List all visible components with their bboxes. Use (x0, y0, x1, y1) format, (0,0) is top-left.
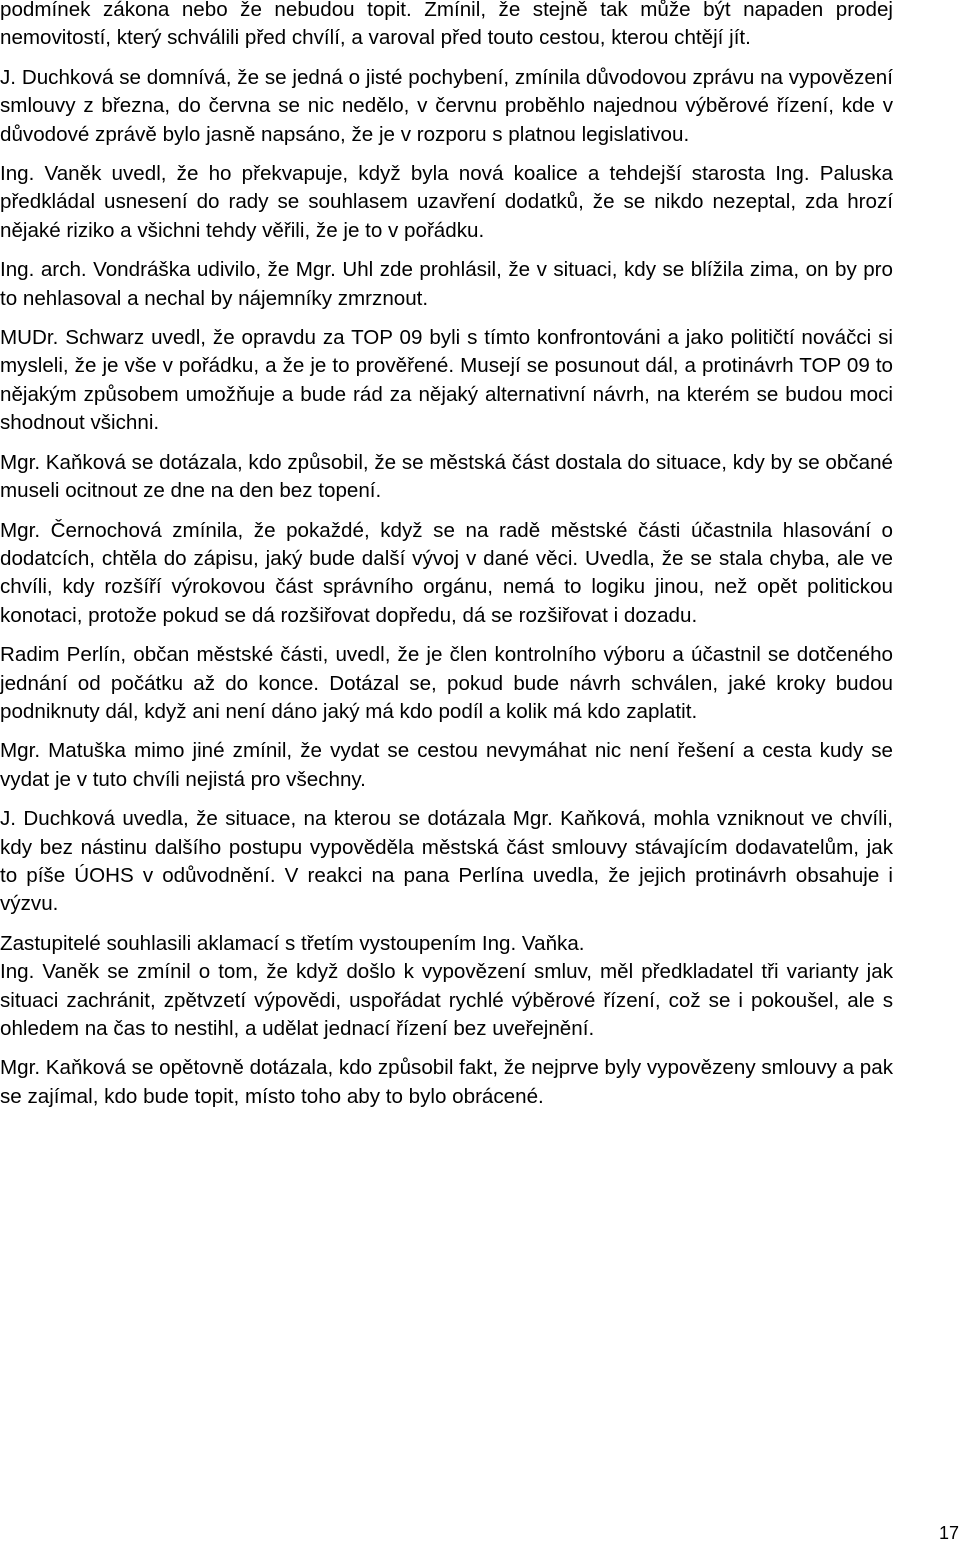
paragraph: MUDr. Schwarz uvedl, že opravdu za TOP 09 byli s tímto konfrontováni a jako političtí nováčci si mysleli, že je vše v pořádku, a že je to prověřené. Musejí se posunout dál, a protinávrh TOP 09 to nějakým způsobem umožňuje a bude rád za nějaký alternativní návrh, na kterém se budou moci shodnout všichni. (0, 326, 893, 435)
page-number: 17 (938, 1523, 959, 1543)
paragraph: Mgr. Kaňková se opětovně dotázala, kdo způsobil fakt, že nejprve byly vypovězeny smlouvy a pak se zajímal, kdo bude topit, místo toho aby to bylo obrácené. (0, 1056, 893, 1108)
paragraph: J. Duchková se domnívá, že se jedná o jisté pochybení, zmínila důvodovou zprávu na vypovězení smlouvy z března, do června se nic nedělo, v červnu proběhlo najednou výběrové řízení, kde v důvodové zprávě bylo jasně napsáno, že je v rozporu s platnou legislativou. (0, 65, 893, 146)
paragraph: Radim Perlín, občan městské části, uvedl, že je člen kontrolního výboru a účastnil se dotčeného jednání od počátku až do konce. Dotázal se, pokud bude návrh schválen, jaké kroky budou podniknuty dál, když ani není dáno jaký má kdo podíl a kolik má kdo zaplatit. (0, 643, 893, 723)
paragraph: Mgr. Kaňková se dotázala, kdo způsobil, že se městská část dostala do situace, kdy by se občané museli ocitnout ze dne na den bez topení. (0, 450, 893, 503)
paragraph: Ing. Vaněk uvedl, že ho překvapuje, když byla nová koalice a tehdejší starosta Ing. Paluska předkládal usnesení do rady se souhlasem uzavření dodatků, že se nikdo nezeptal, zda hrozí nějaké riziko a všichni tehdy věřili, že je to v pořádku. (0, 162, 893, 242)
paragraph: Mgr. Černochová zmínila, že pokaždé, když se na radě městské části účastnila hlasování o dodatcích, chtěla do zápisu, jaký bude další vývoj v dané věci. Uvedla, že se stala chyba, ale ve chvíli, kdy rozšíří výrokovou část správního orgánu, nemá to logiku jinou, než opět politickou konotaci, protože pokud se dá rozšiřovat dopředu, dá se rozšiřovat i dozadu. (0, 518, 893, 627)
paragraph: Zastupitelé souhlasili aklamací s třetím vystoupením Ing. Vaňka. (0, 931, 585, 955)
paragraph: Mgr. Matuška mimo jiné zmínil, že vydat se cestou nevymáhat nic není řešení a cesta kudy se vydat je v tuto chvíli nejistá pro všechny. (0, 739, 893, 791)
paragraph: podmínek zákona nebo že nebudou topit. Zmínil, že stejně tak může být napaden prodej nemovitostí, který schválili před chvílí, a varoval před touto cestou, kterou chtějí jít. (0, 0, 893, 50)
paragraph: Ing. arch. Vondráška udivilo, že Mgr. Uhl zde prohlásil, že v situaci, kdy se blížila zima, on by pro to nehlasoval a nechal by nájemníky zmrznout. (0, 258, 893, 310)
paragraph: J. Duchková uvedla, že situace, na kterou se dotázala Mgr. Kaňková, mohla vzniknout ve chvíli, kdy bez nástinu dalšího postupu vypověděla městská část smlouvy stávajícím dodavatelům, jak to píše ÚOHS v odůvodnění. V reakci na pana Perlína uvedla, že jejich protinávrh obsahuje i výzvu. (0, 807, 893, 916)
paragraph: Ing. Vaněk se zmínil o tom, že když došlo k vypovězení smluv, měl předkladatel tři varianty jak situaci zachránit, zpětvzetí výpovědi, uspořádat rychlé výběrové řízení, což se i pokoušel, ale s ohledem na čas to nestihl, a udělat jednací řízení bez uveřejnění. (0, 960, 893, 1040)
